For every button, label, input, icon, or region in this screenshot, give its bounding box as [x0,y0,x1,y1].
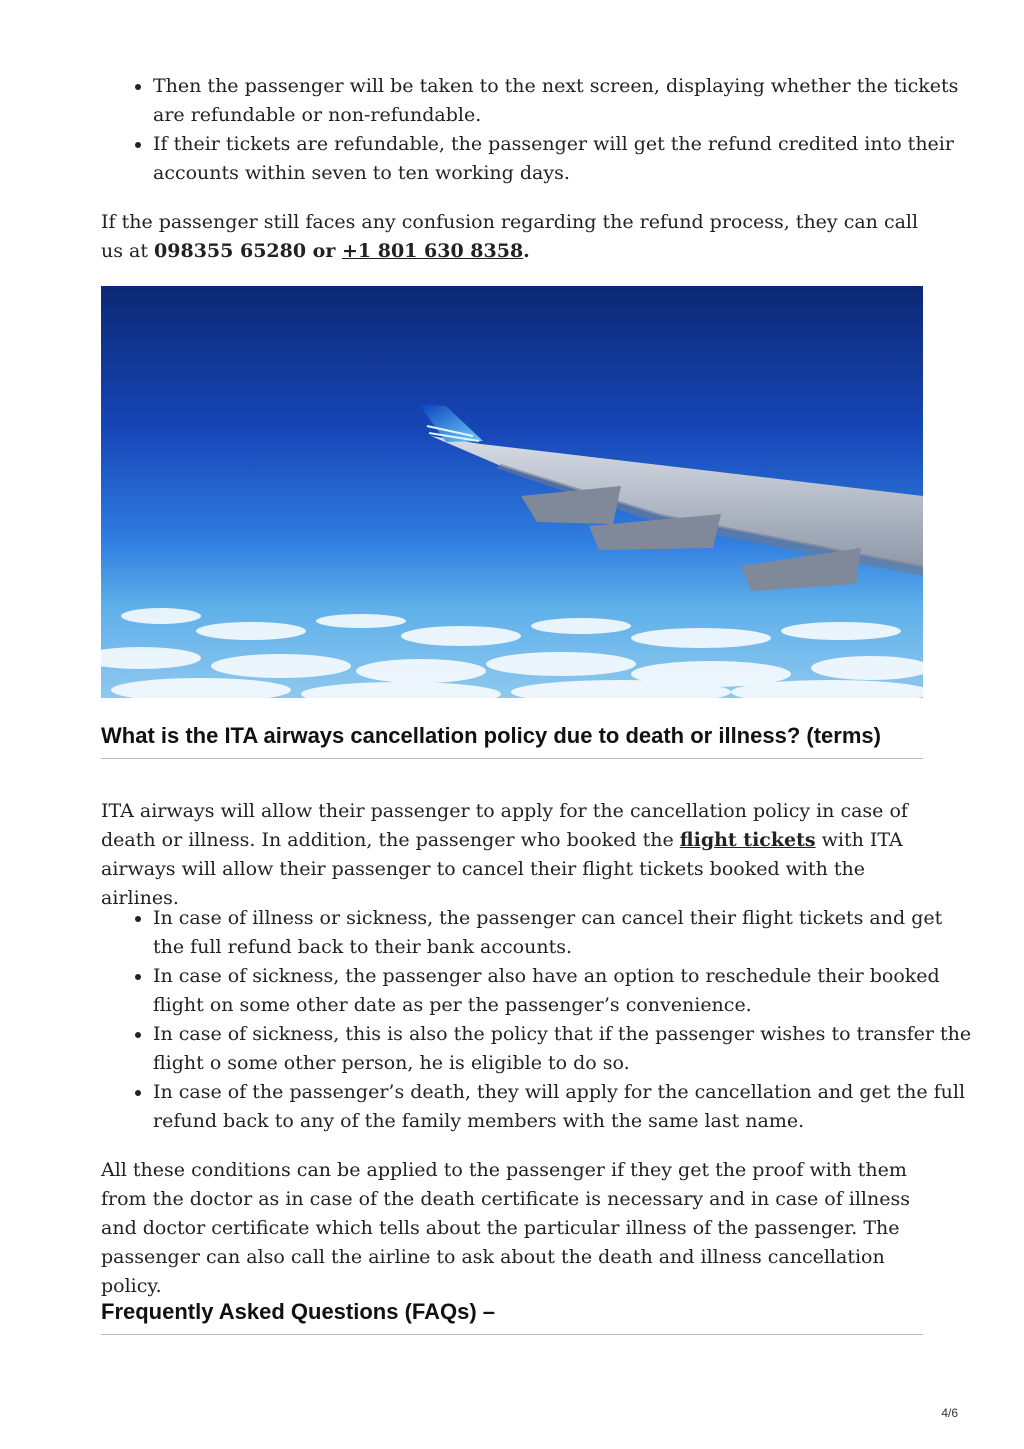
phone-number-primary: 098355 65280 or [154,240,342,262]
contact-period: . [523,240,530,262]
policy-intro-text-end: with ITA airways will allow their passenger to cancel their flight tickets booked with the airlines. [101,829,903,909]
list-item: • In case of the passenger’s death, they will apply for the cancellation and get the full refund back to any of the family members with the same last name. [153,1078,975,1136]
policy-intro-text: ITA airways will allow their passenger to apply for the cancellation policy in case of death or illness. In addition, the passenger who booked the [101,800,908,851]
list-item: • Then the passenger will be taken to the next screen, displaying whether the tickets are refundable or non-refundable. [153,72,975,130]
list-item: • In case of illness or sickness, the passenger can cancel their flight tickets and get the full refund back to their bank accounts. [153,904,975,962]
conditions-paragraph: All these conditions can be applied to the passenger if they get the proof with them from the doctor as in case of the death certificate is necessary and in case of illness and doctor certificate which tells about the particular illness of the passenger. The passenger can also call the airline to ask about the death and illness cancellation policy. [101,1159,910,1297]
list-item: • If their tickets are refundable, the passenger will get the refund credited into their accounts within seven to ten working days. [153,130,975,188]
page-number: 4/6 [941,1406,958,1420]
section-heading: What is the ITA airways cancellation policy due to death or illness? (terms) [101,723,881,748]
phone-number-link[interactable]: +1 801 630 8358 [341,240,524,262]
list-item: • In case of sickness, this is also the policy that if the passenger wishes to transfer the flight o some other person, he is eligible to do so. [153,1020,975,1078]
policy-bullets-list [101,904,975,1136]
airplane-wing-image [101,286,923,698]
section-heading-wrap [101,722,923,759]
contact-paragraph [101,208,923,266]
contact-text: If the passenger still faces any confusion regarding the refund process, they can call us at [101,211,919,262]
faq-heading: Frequently Asked Questions (FAQs) – [101,1299,496,1324]
list-item: • In case of sickness, the passenger also have an option to reschedule their booked flight on some other date as per the passenger’s convenience. [153,962,975,1020]
faq-heading-wrap [101,1298,923,1335]
policy-intro-paragraph [101,797,923,913]
refund-steps-list [101,72,975,188]
flight-tickets-link[interactable]: flight tickets [679,829,816,851]
